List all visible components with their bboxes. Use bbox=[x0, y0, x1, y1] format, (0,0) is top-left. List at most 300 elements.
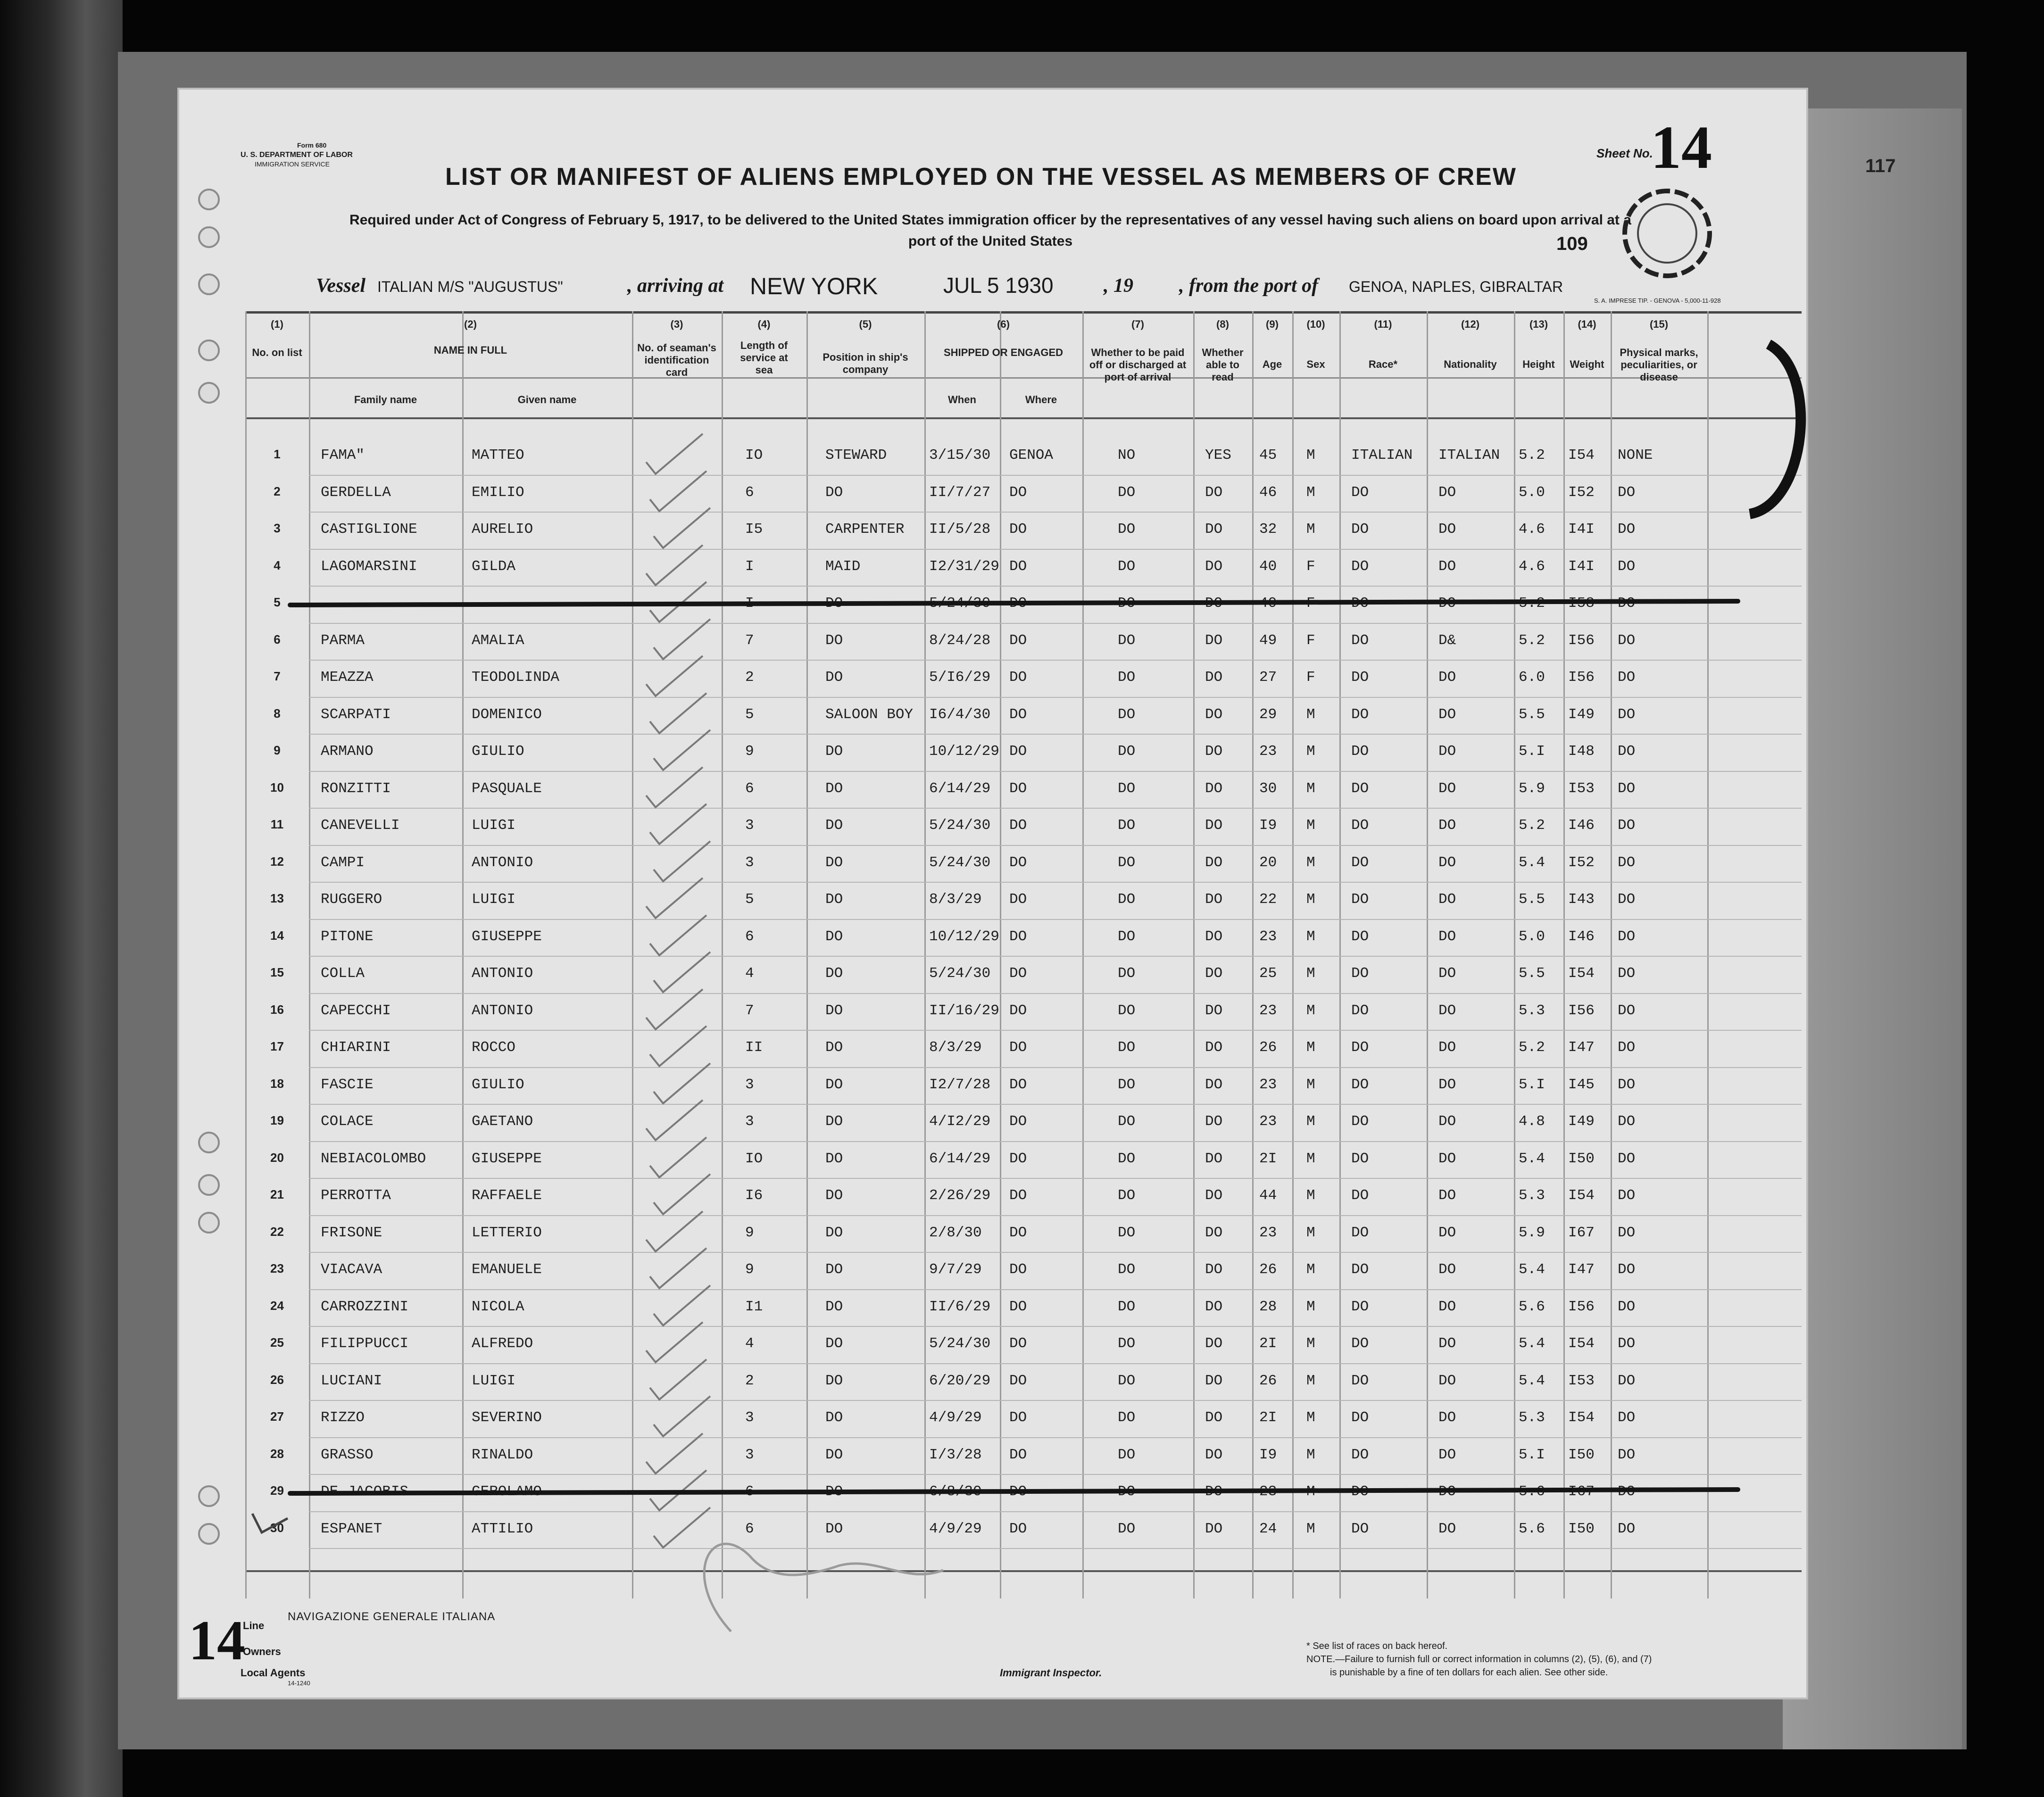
cell-race: DO bbox=[1351, 1150, 1369, 1167]
cell-when: 5/24/30 bbox=[929, 854, 991, 871]
cell-nationality: DO bbox=[1438, 1261, 1456, 1278]
cell-weight: I46 bbox=[1568, 928, 1595, 945]
cell-nationality: DO bbox=[1438, 1372, 1456, 1389]
cell-age: 29 bbox=[1259, 706, 1277, 723]
cell-marks: DO bbox=[1618, 1002, 1636, 1019]
cell-age: 27 bbox=[1259, 669, 1277, 686]
cell-sex: M bbox=[1306, 1409, 1315, 1426]
cell-race: DO bbox=[1351, 1187, 1369, 1204]
col-10-number: (10) bbox=[1306, 318, 1325, 330]
cell-age: 23 bbox=[1259, 1076, 1277, 1093]
subtitle-line-1: Required under Act of Congress of February 5, 1917, to be delivered to the United States immigration officer by the representatives of any vessel having such aliens on board upon arrival at a bbox=[349, 212, 1631, 228]
cell-age: 25 bbox=[1259, 965, 1277, 982]
cell-age: 24 bbox=[1259, 1520, 1277, 1537]
cell-family: VIACAVA bbox=[321, 1261, 382, 1278]
cell-service: 3 bbox=[745, 1446, 754, 1463]
cell-read: DO bbox=[1205, 1298, 1223, 1315]
cell-weight: I56 bbox=[1568, 1002, 1595, 1019]
cell-given: NICOLA bbox=[472, 1298, 524, 1315]
cell-paid: DO bbox=[1118, 780, 1136, 797]
cell-when: 8/3/29 bbox=[929, 1039, 982, 1056]
cell-race: DO bbox=[1351, 1446, 1369, 1463]
cell-when: 4/I2/29 bbox=[929, 1113, 991, 1130]
cell-marks: DO bbox=[1618, 1187, 1636, 1204]
cell-height: 5.2 bbox=[1519, 817, 1545, 834]
cell-height: 5.5 bbox=[1519, 706, 1545, 723]
cell-paid: DO bbox=[1118, 1039, 1136, 1056]
cell-where: DO bbox=[1009, 1039, 1027, 1056]
cell-age: 2I bbox=[1259, 1150, 1277, 1167]
cell-where: DO bbox=[1009, 1224, 1027, 1241]
cell-height: 6.0 bbox=[1519, 669, 1545, 686]
cell-family: COLLA bbox=[321, 965, 365, 982]
cell-race: DO bbox=[1351, 1409, 1369, 1426]
cell-read: DO bbox=[1205, 558, 1223, 575]
cell-position: DO bbox=[825, 1372, 843, 1389]
cell-sex: F bbox=[1306, 558, 1315, 575]
col-12-number: (12) bbox=[1461, 318, 1480, 330]
cell-weight: I49 bbox=[1568, 706, 1595, 723]
vessel-label: Vessel bbox=[316, 275, 366, 297]
cell-service: I1 bbox=[745, 1298, 763, 1315]
cell-where: DO bbox=[1009, 891, 1027, 908]
cell-nationality: DO bbox=[1438, 928, 1456, 945]
cell-service: I5 bbox=[745, 521, 763, 538]
cell-race: DO bbox=[1351, 743, 1369, 760]
cell-sex: M bbox=[1306, 854, 1315, 871]
cell-marks: DO bbox=[1618, 1520, 1636, 1537]
cell-family: LUCIANI bbox=[321, 1372, 382, 1389]
cell-family: GRASSO bbox=[321, 1446, 374, 1463]
cell-weight: I52 bbox=[1568, 484, 1595, 501]
cell-position: DO bbox=[825, 891, 843, 908]
cell-age: 28 bbox=[1259, 1298, 1277, 1315]
cell-nationality: DO bbox=[1438, 817, 1456, 834]
cell-height: 5.4 bbox=[1519, 1150, 1545, 1167]
cell-no: 18 bbox=[270, 1076, 284, 1091]
cell-nationality: DO bbox=[1438, 780, 1456, 797]
cell-service: 6 bbox=[745, 1520, 754, 1537]
cell-given: GILDA bbox=[472, 558, 516, 575]
cell-nationality: DO bbox=[1438, 706, 1456, 723]
cell-race: DO bbox=[1351, 1298, 1369, 1315]
col-6-sub-when: When bbox=[948, 394, 976, 406]
cell-when: 9/7/29 bbox=[929, 1261, 982, 1278]
cell-read: DO bbox=[1205, 817, 1223, 834]
cell-age: 23 bbox=[1259, 928, 1277, 945]
cell-sex: M bbox=[1306, 1520, 1315, 1537]
cell-height: 5.0 bbox=[1519, 484, 1545, 501]
cell-when: 6/14/29 bbox=[929, 1150, 991, 1167]
pencil-annotations bbox=[179, 90, 1806, 1698]
cell-family: CARROZZINI bbox=[321, 1298, 409, 1315]
col-5-number: (5) bbox=[859, 318, 872, 330]
cell-weight: I47 bbox=[1568, 1039, 1595, 1056]
cell-no: 15 bbox=[270, 965, 284, 979]
cell-race: DO bbox=[1351, 1039, 1369, 1056]
col-1-number: (1) bbox=[271, 318, 283, 330]
cell-weight: I54 bbox=[1568, 1335, 1595, 1352]
cell-race: DO bbox=[1351, 854, 1369, 871]
cell-race: DO bbox=[1351, 1113, 1369, 1130]
cell-where: DO bbox=[1009, 928, 1027, 945]
cell-weight: I45 bbox=[1568, 1076, 1595, 1093]
cell-given: TEODOLINDA bbox=[472, 669, 560, 686]
cell-service: 6 bbox=[745, 484, 754, 501]
cell-family: CANEVELLI bbox=[321, 817, 400, 834]
cell-when: 5/24/30 bbox=[929, 817, 991, 834]
cell-service: 3 bbox=[745, 817, 754, 834]
cell-weight: I50 bbox=[1568, 1520, 1595, 1537]
cell-given: DOMENICO bbox=[472, 706, 542, 723]
cell-family: RIZZO bbox=[321, 1409, 365, 1426]
col-7-label: Whether to be paid off or discharged at port of arrival bbox=[1089, 347, 1187, 383]
cell-read: DO bbox=[1205, 1224, 1223, 1241]
cell-service: 9 bbox=[745, 1261, 754, 1278]
cell-service: I6 bbox=[745, 1187, 763, 1204]
cell-family: SCARPATI bbox=[321, 706, 391, 723]
cell-position: DO bbox=[825, 1335, 843, 1352]
cell-no: 3 bbox=[274, 521, 281, 535]
cell-height: 5.6 bbox=[1519, 1298, 1545, 1315]
cell-sex: M bbox=[1306, 928, 1315, 945]
cell-race: DO bbox=[1351, 558, 1369, 575]
cell-when: 6/20/29 bbox=[929, 1372, 991, 1389]
cell-no: 13 bbox=[270, 891, 284, 905]
cell-sex: M bbox=[1306, 1039, 1315, 1056]
year-label: , 19 bbox=[1104, 275, 1133, 297]
cell-nationality: DO bbox=[1438, 891, 1456, 908]
cell-when: II/6/29 bbox=[929, 1298, 991, 1315]
cell-position: DO bbox=[825, 1150, 843, 1167]
cell-family: FILIPPUCCI bbox=[321, 1335, 409, 1352]
cell-where: DO bbox=[1009, 1002, 1027, 1019]
cell-family: RUGGERO bbox=[321, 891, 382, 908]
col-6-label: SHIPPED OR ENGAGED bbox=[943, 347, 1064, 358]
cell-paid: DO bbox=[1118, 1261, 1136, 1278]
cell-age: 30 bbox=[1259, 780, 1277, 797]
cell-where: DO bbox=[1009, 521, 1027, 538]
cell-race: DO bbox=[1351, 1261, 1369, 1278]
scan-frame-left bbox=[0, 0, 123, 1797]
page-title: LIST OR MANIFEST OF ALIENS EMPLOYED ON THE VESSEL AS MEMBERS OF CREW bbox=[445, 163, 1517, 190]
cell-nationality: DO bbox=[1438, 1520, 1456, 1537]
cell-service: 2 bbox=[745, 1372, 754, 1389]
cell-marks: DO bbox=[1618, 1335, 1636, 1352]
cell-marks: DO bbox=[1618, 484, 1636, 501]
cell-read: DO bbox=[1205, 1520, 1223, 1537]
cell-where: DO bbox=[1009, 632, 1027, 649]
cell-given: LUIGI bbox=[472, 891, 516, 908]
cell-read: DO bbox=[1205, 1076, 1223, 1093]
cell-height: 5.5 bbox=[1519, 891, 1545, 908]
cell-when: I2/7/28 bbox=[929, 1076, 991, 1093]
cell-when: II/16/29 bbox=[929, 1002, 999, 1019]
cell-service: 5 bbox=[745, 891, 754, 908]
cell-age: I9 bbox=[1259, 1446, 1277, 1463]
cell-weight: I48 bbox=[1568, 743, 1595, 760]
cell-when: 10/12/29 bbox=[929, 928, 999, 945]
cell-position: DO bbox=[825, 1076, 843, 1093]
cell-read: DO bbox=[1205, 1446, 1223, 1463]
cell-age: 26 bbox=[1259, 1261, 1277, 1278]
service-name: IMMIGRATION SERVICE bbox=[255, 160, 330, 168]
manifest-sheet bbox=[179, 90, 1806, 1698]
cell-where: DO bbox=[1009, 743, 1027, 760]
cell-sex: M bbox=[1306, 1113, 1315, 1130]
cell-race: DO bbox=[1351, 928, 1369, 945]
penalty-note-2: is punishable by a fine of ten dollars for each alien. See other side. bbox=[1330, 1667, 1608, 1678]
cell-weight: I50 bbox=[1568, 1446, 1595, 1463]
cell-sex: M bbox=[1306, 817, 1315, 834]
cell-nationality: DO bbox=[1438, 1224, 1456, 1241]
cell-no: 26 bbox=[270, 1372, 284, 1387]
cell-no: 27 bbox=[270, 1409, 284, 1424]
cell-sex: M bbox=[1306, 1076, 1315, 1093]
cell-given: GIUSEPPE bbox=[472, 928, 542, 945]
cell-paid: DO bbox=[1118, 1187, 1136, 1204]
line-value: NAVIGAZIONE GENERALE ITALIANA bbox=[288, 1610, 496, 1623]
cell-read: DO bbox=[1205, 1372, 1223, 1389]
col-11-label: Race* bbox=[1368, 358, 1398, 370]
cell-marks: DO bbox=[1618, 854, 1636, 871]
cell-age: I9 bbox=[1259, 817, 1277, 834]
cell-no: 23 bbox=[270, 1261, 284, 1275]
cell-family: FAMA" bbox=[321, 447, 365, 464]
cell-weight: I49 bbox=[1568, 1113, 1595, 1130]
cell-no: 22 bbox=[270, 1224, 284, 1239]
cell-position: DO bbox=[825, 1409, 843, 1426]
cell-paid: DO bbox=[1118, 1372, 1136, 1389]
cell-no: 17 bbox=[270, 1039, 284, 1053]
cell-age: 26 bbox=[1259, 1372, 1277, 1389]
cell-age: 23 bbox=[1259, 1002, 1277, 1019]
arrival-date: JUL 5 1930 bbox=[943, 273, 1054, 298]
cell-marks: DO bbox=[1618, 632, 1636, 649]
cell-service: II bbox=[745, 1039, 763, 1056]
cell-height: 5.6 bbox=[1519, 1520, 1545, 1537]
cell-read: DO bbox=[1205, 1113, 1223, 1130]
stamp-number: 109 bbox=[1556, 233, 1588, 254]
cell-given: ANTONIO bbox=[472, 854, 533, 871]
cell-paid: DO bbox=[1118, 1409, 1136, 1426]
cell-age: 2I bbox=[1259, 1409, 1277, 1426]
cell-position: DO bbox=[825, 928, 843, 945]
penalty-note-1: NOTE.—Failure to furnish full or correct information in columns (2), (5), (6), and (7) bbox=[1306, 1654, 1652, 1665]
cell-no: 28 bbox=[270, 1446, 284, 1461]
cell-read: DO bbox=[1205, 854, 1223, 871]
cell-position: DO bbox=[825, 1039, 843, 1056]
cell-height: 5.2 bbox=[1519, 1039, 1545, 1056]
cell-when: 8/3/29 bbox=[929, 891, 982, 908]
cell-position: DO bbox=[825, 1113, 843, 1130]
cell-where: DO bbox=[1009, 558, 1027, 575]
cell-service: 4 bbox=[745, 965, 754, 982]
cell-family: MEAZZA bbox=[321, 669, 374, 686]
cell-when: II/5/28 bbox=[929, 521, 991, 538]
cell-no: 12 bbox=[270, 854, 284, 869]
cell-position: STEWARD bbox=[825, 447, 887, 464]
cell-sex: M bbox=[1306, 1335, 1315, 1352]
vessel-name: ITALIAN M/S "AUGUSTUS" bbox=[377, 278, 563, 295]
cell-given: AMALIA bbox=[472, 632, 524, 649]
cell-read: DO bbox=[1205, 780, 1223, 797]
cell-service: 6 bbox=[745, 780, 754, 797]
cell-nationality: DO bbox=[1438, 521, 1456, 538]
cell-nationality: DO bbox=[1438, 743, 1456, 760]
cell-service: IO bbox=[745, 447, 763, 464]
cell-position: DO bbox=[825, 1187, 843, 1204]
cell-race: DO bbox=[1351, 632, 1369, 649]
cell-given: ANTONIO bbox=[472, 1002, 533, 1019]
cell-paid: DO bbox=[1118, 965, 1136, 982]
cell-where: DO bbox=[1009, 484, 1027, 501]
cell-service: IO bbox=[745, 1150, 763, 1167]
from-label: , from the port of bbox=[1179, 275, 1319, 297]
cell-no: 1 bbox=[274, 447, 281, 461]
cell-sex: M bbox=[1306, 1261, 1315, 1278]
cell-service: 5 bbox=[745, 706, 754, 723]
cell-where: DO bbox=[1009, 1372, 1027, 1389]
cell-age: 40 bbox=[1259, 558, 1277, 575]
cell-sex: M bbox=[1306, 521, 1315, 538]
backing-sheet-edge bbox=[1783, 108, 1962, 1749]
cell-race: ITALIAN bbox=[1351, 447, 1413, 464]
form-code: 14-1240 bbox=[288, 1680, 310, 1687]
cell-given: GIULIO bbox=[472, 1076, 524, 1093]
cell-sex: M bbox=[1306, 1187, 1315, 1204]
cell-paid: DO bbox=[1118, 669, 1136, 686]
cell-race: DO bbox=[1351, 669, 1369, 686]
cell-given: SEVERINO bbox=[472, 1409, 542, 1426]
cell-position: DO bbox=[825, 780, 843, 797]
cell-age: 22 bbox=[1259, 891, 1277, 908]
cell-weight: I56 bbox=[1568, 669, 1595, 686]
cell-paid: DO bbox=[1118, 1076, 1136, 1093]
col-10-label: Sex bbox=[1306, 358, 1325, 370]
cell-no: 2 bbox=[274, 484, 281, 498]
cell-no: 21 bbox=[270, 1187, 284, 1201]
cell-when: 8/24/28 bbox=[929, 632, 991, 649]
cell-weight: I43 bbox=[1568, 891, 1595, 908]
cell-nationality: DO bbox=[1438, 1039, 1456, 1056]
cell-weight: I56 bbox=[1568, 632, 1595, 649]
cell-paid: DO bbox=[1118, 1520, 1136, 1537]
cell-height: 5.I bbox=[1519, 1076, 1545, 1093]
cell-race: DO bbox=[1351, 1335, 1369, 1352]
col-14-label: Weight bbox=[1570, 358, 1604, 370]
cell-height: 5.I bbox=[1519, 1446, 1545, 1463]
local-agents-label: Local Agents bbox=[241, 1667, 306, 1679]
cell-weight: I4I bbox=[1568, 521, 1595, 538]
cell-sex: M bbox=[1306, 1002, 1315, 1019]
cell-family: CHIARINI bbox=[321, 1039, 391, 1056]
cell-no: 30 bbox=[270, 1520, 284, 1535]
cell-when: I/3/28 bbox=[929, 1446, 982, 1463]
cell-height: 5.4 bbox=[1519, 1372, 1545, 1389]
cell-where: DO bbox=[1009, 817, 1027, 834]
cell-service: 3 bbox=[745, 1113, 754, 1130]
cell-family: PERROTTA bbox=[321, 1187, 391, 1204]
cell-family: NEBIACOLOMBO bbox=[321, 1150, 426, 1167]
form-number: Form 680 bbox=[297, 141, 327, 149]
cell-position: DO bbox=[825, 1520, 843, 1537]
inspector-label: Immigrant Inspector. bbox=[1000, 1667, 1102, 1679]
cell-marks: DO bbox=[1618, 1224, 1636, 1241]
cell-paid: DO bbox=[1118, 706, 1136, 723]
cell-height: 5.4 bbox=[1519, 854, 1545, 871]
cell-where: DO bbox=[1009, 965, 1027, 982]
cell-read: DO bbox=[1205, 706, 1223, 723]
cell-nationality: DO bbox=[1438, 965, 1456, 982]
cell-age: 32 bbox=[1259, 521, 1277, 538]
cell-height: 5.3 bbox=[1519, 1187, 1545, 1204]
col-9-number: (9) bbox=[1266, 318, 1279, 330]
cell-position: CARPENTER bbox=[825, 521, 905, 538]
cell-race: DO bbox=[1351, 891, 1369, 908]
cell-height: 5.4 bbox=[1519, 1261, 1545, 1278]
cell-no: 16 bbox=[270, 1002, 284, 1017]
cell-given: ALFREDO bbox=[472, 1335, 533, 1352]
cell-service: 3 bbox=[745, 1409, 754, 1426]
cell-marks: DO bbox=[1618, 928, 1636, 945]
cell-no: 8 bbox=[274, 706, 281, 720]
cell-family: CASTIGLIONE bbox=[321, 521, 417, 538]
cell-marks: DO bbox=[1618, 743, 1636, 760]
cell-paid: DO bbox=[1118, 484, 1136, 501]
cell-age: 46 bbox=[1259, 484, 1277, 501]
cell-family: GERDELLA bbox=[321, 484, 391, 501]
cell-given: LETTERIO bbox=[472, 1224, 542, 1241]
department-name: U. S. DEPARTMENT OF LABOR bbox=[241, 151, 353, 159]
cell-where: DO bbox=[1009, 1076, 1027, 1093]
cell-height: 5.3 bbox=[1519, 1002, 1545, 1019]
cell-marks: DO bbox=[1618, 1113, 1636, 1130]
cell-nationality: DO bbox=[1438, 1187, 1456, 1204]
cell-read: DO bbox=[1205, 1150, 1223, 1167]
cell-paid: NO bbox=[1118, 447, 1136, 464]
cell-no: 11 bbox=[270, 817, 284, 831]
cell-paid: DO bbox=[1118, 743, 1136, 760]
col-8-label: Whether able to read bbox=[1202, 347, 1244, 383]
cell-race: DO bbox=[1351, 817, 1369, 834]
cell-where: GENOA bbox=[1009, 447, 1054, 464]
cell-paid: DO bbox=[1118, 1002, 1136, 1019]
cell-marks: DO bbox=[1618, 1409, 1636, 1426]
cell-given: GAETANO bbox=[472, 1113, 533, 1130]
cell-height: 5.3 bbox=[1519, 1409, 1545, 1426]
cell-marks: DO bbox=[1618, 780, 1636, 797]
col-15-number: (15) bbox=[1649, 318, 1669, 330]
cell-when: I2/31/29 bbox=[929, 558, 999, 575]
margin-number: 117 bbox=[1865, 156, 1896, 176]
cell-given: GIULIO bbox=[472, 743, 524, 760]
cell-where: DO bbox=[1009, 1446, 1027, 1463]
cell-sex: F bbox=[1306, 669, 1315, 686]
cell-where: DO bbox=[1009, 780, 1027, 797]
cell-weight: I54 bbox=[1568, 965, 1595, 982]
cell-read: DO bbox=[1205, 1002, 1223, 1019]
cell-given: ATTILIO bbox=[472, 1520, 533, 1537]
cell-given: RAFFAELE bbox=[472, 1187, 542, 1204]
cell-marks: DO bbox=[1618, 817, 1636, 834]
cell-service: 4 bbox=[745, 1335, 754, 1352]
cell-given: PASQUALE bbox=[472, 780, 542, 797]
cell-marks: DO bbox=[1618, 1076, 1636, 1093]
col-15-label: Physical marks, peculiarities, or disease bbox=[1620, 347, 1698, 383]
cell-read: DO bbox=[1205, 1039, 1223, 1056]
cell-height: 4.6 bbox=[1519, 558, 1545, 575]
